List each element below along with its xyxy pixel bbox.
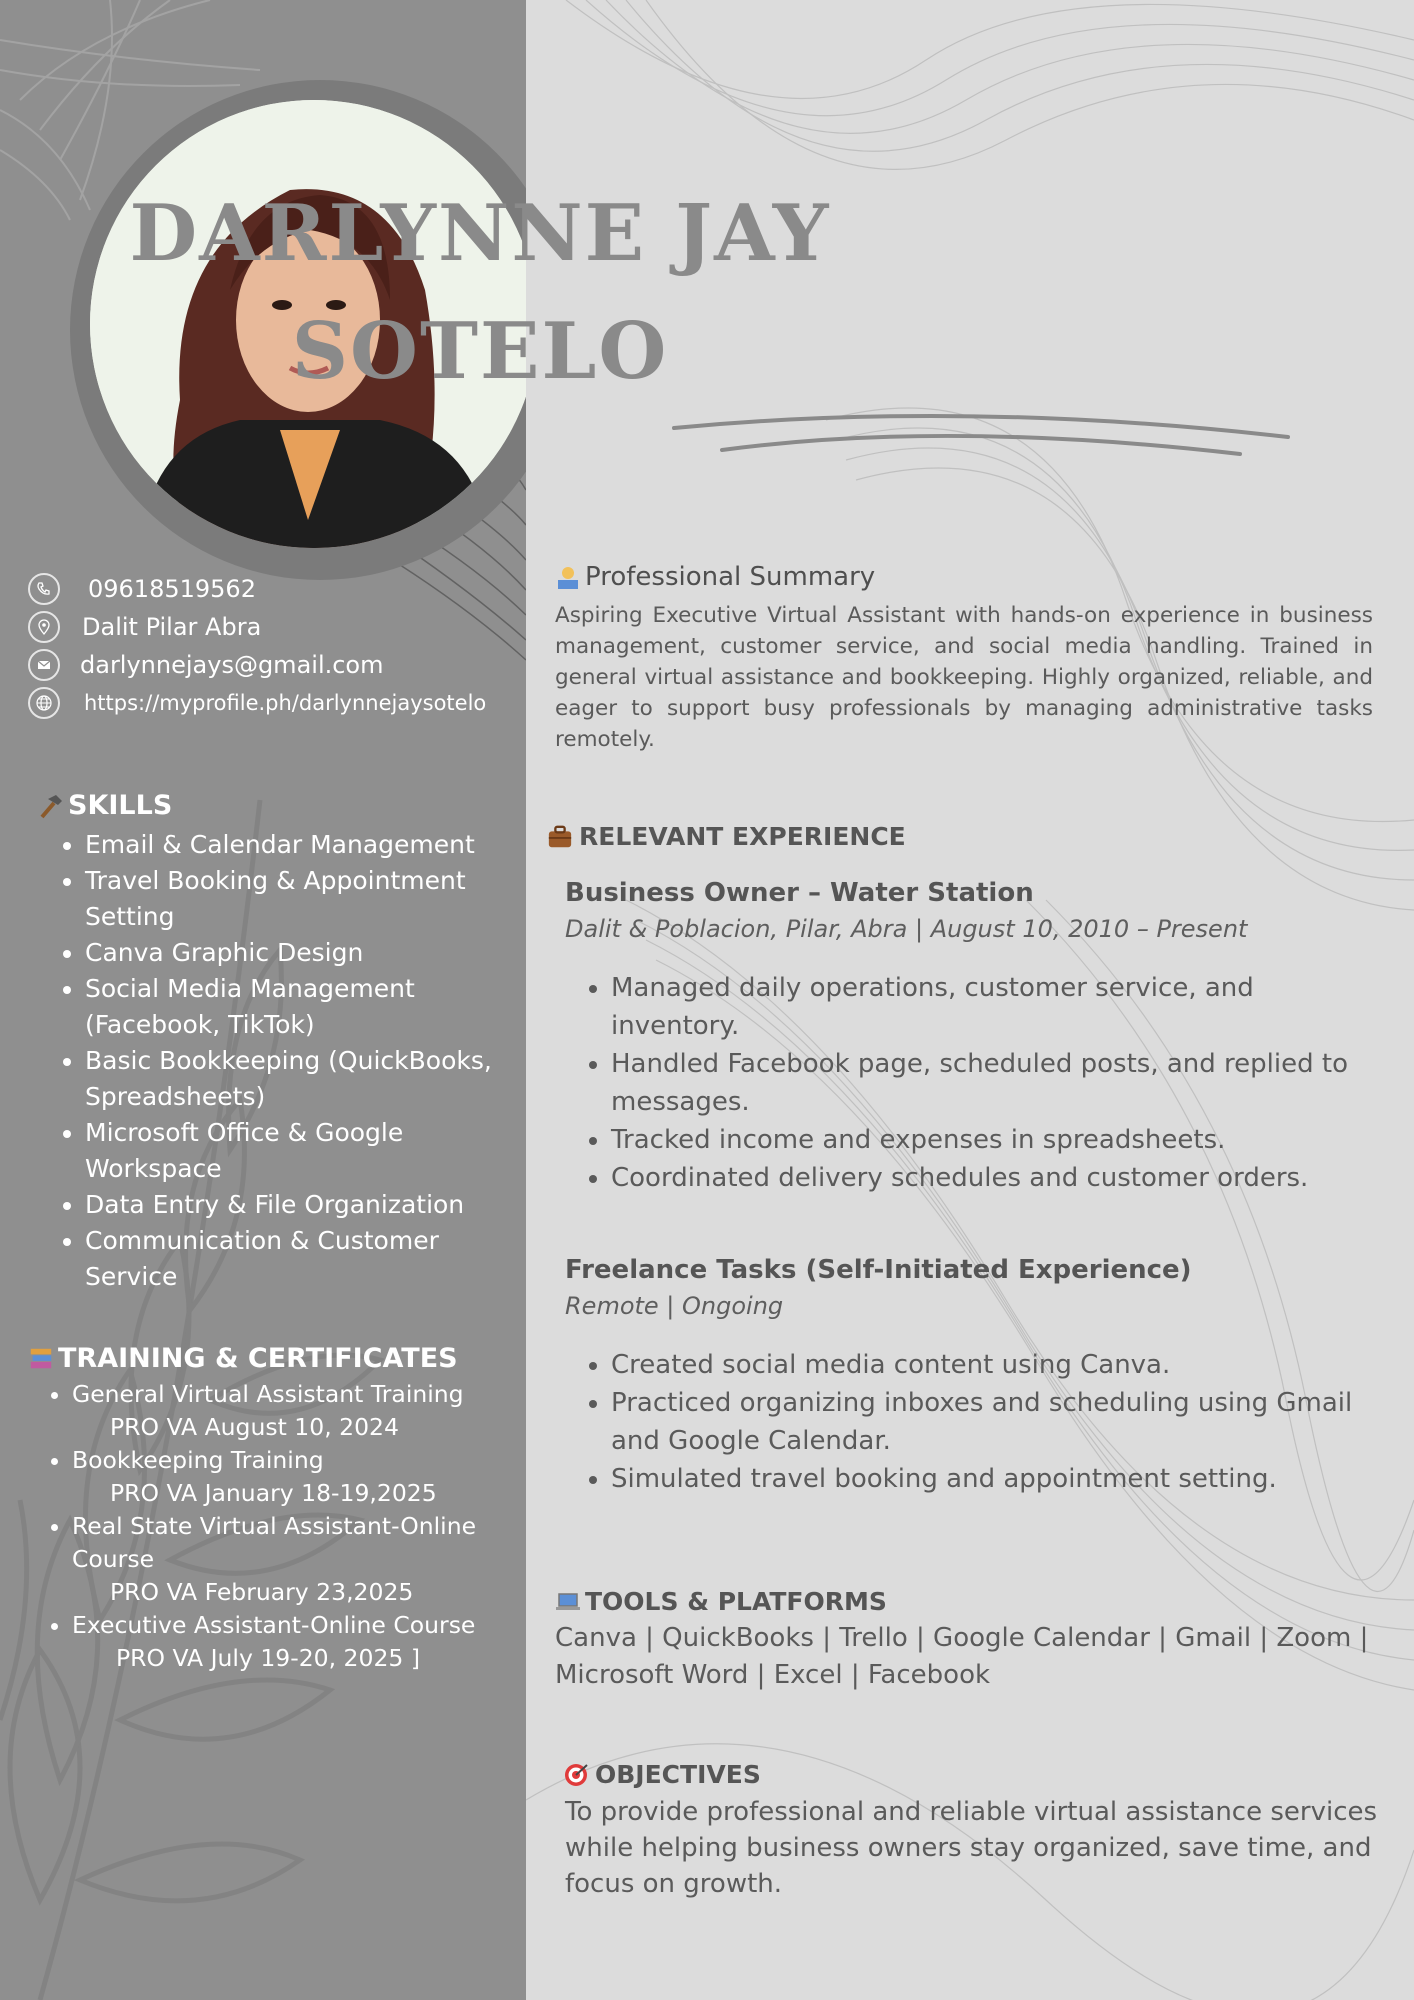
- contact-list: [28, 570, 518, 722]
- objectives-heading: [563, 1760, 761, 1789]
- skill-item: • Travel Booking & Appointment Setting: [85, 863, 508, 935]
- tools-title: TOOLS & PLATFORMS: [585, 1587, 887, 1616]
- summary-text: Aspiring Executive Virtual Assistant with hands-on experience in business management, customer service, and social media handling. Trained in general virtual assistance and bookkeeping. Highly organized, reliable, and eager to support busy professionals by managing administrative tasks remotely.: [555, 603, 1373, 752]
- envelope-icon: [28, 649, 60, 681]
- training-detail: PRO VA January 18-19,2025: [110, 1479, 437, 1507]
- training-section: [28, 1343, 518, 1675]
- job-bullet: • Handled Facebook page, scheduled posts, and replied to messages.: [611, 1045, 1375, 1121]
- training-title: TRAINING & CERTIFICATES: [58, 1343, 458, 1374]
- job-bullet: • Managed daily operations, customer service, and inventory.: [611, 969, 1375, 1045]
- contact-phone: [28, 570, 518, 608]
- training-item: [72, 1444, 518, 1510]
- skills-title: SKILLS: [68, 790, 173, 821]
- skill-item: • Basic Bookkeeping (QuickBooks, Spreadsheets): [85, 1043, 508, 1115]
- training-list: [28, 1378, 518, 1675]
- job-bullet: • Simulated travel booking and appointment setting.: [611, 1460, 1375, 1498]
- skills-list: [38, 827, 508, 1295]
- contact-email: [28, 646, 518, 684]
- training-name: Bookkeeping Training: [72, 1446, 324, 1474]
- job-title: Freelance Tasks (Self-Initiated Experience): [565, 1255, 1192, 1285]
- contact-address: [28, 608, 518, 646]
- tools-heading: [555, 1587, 887, 1616]
- name-line-2: SOTELO: [291, 306, 669, 397]
- job-bullets: [565, 1346, 1375, 1498]
- phone-number[interactable]: 09618519562: [88, 575, 256, 603]
- tools-list: Canva | QuickBooks | Trello | Google Calendar | Gmail | Zoom | Microsoft Word | Excel | Facebook: [555, 1623, 1369, 1690]
- summary-title: Professional Summary: [585, 562, 876, 592]
- training-item: [72, 1378, 518, 1444]
- skills-section: [38, 790, 508, 1295]
- address-text: Dalit Pilar Abra: [82, 613, 262, 641]
- skill-item: • Communication & Customer Service: [85, 1223, 508, 1295]
- job-title: Business Owner – Water Station: [565, 878, 1034, 908]
- name-line-1: DARLYNNE JAY: [129, 188, 831, 279]
- job-entry: [565, 875, 1375, 1197]
- skills-heading: [38, 790, 508, 821]
- job-meta: Dalit & Poblacion, Pilar, Abra | August 10, 2010 – Present: [565, 915, 1248, 943]
- hammer-icon: [38, 793, 64, 819]
- experience-title: RELEVANT EXPERIENCE: [579, 822, 906, 851]
- objectives-text: To provide professional and reliable virtual assistance services while helping business owners stay organized, save time, and focus on growth.: [565, 1797, 1378, 1899]
- location-pin-icon: [28, 611, 60, 643]
- job-bullet: • Coordinated delivery schedules and customer orders.: [611, 1159, 1375, 1197]
- training-item: [72, 1510, 518, 1609]
- candidate-name: [30, 175, 930, 411]
- contact-website: [28, 684, 518, 722]
- training-detail: PRO VA July 19-20, 2025 ]: [116, 1644, 420, 1672]
- skill-item: • Canva Graphic Design: [85, 935, 508, 971]
- training-name: Real State Virtual Assistant-Online Course: [72, 1512, 477, 1573]
- summary-heading: [555, 562, 875, 592]
- training-name: Executive Assistant-Online Course: [72, 1611, 476, 1639]
- training-detail: PRO VA February 23,2025: [110, 1578, 414, 1606]
- laptop-icon: [555, 1589, 581, 1615]
- skill-item: • Data Entry & File Organization: [85, 1187, 508, 1223]
- target-icon: [563, 1762, 589, 1788]
- job-bullet: • Created social media content using Canva.: [611, 1346, 1375, 1384]
- training-heading: [28, 1343, 518, 1374]
- skill-item: • Microsoft Office & Google Workspace: [85, 1115, 508, 1187]
- objectives-title: OBJECTIVES: [595, 1760, 761, 1789]
- skill-item: • Social Media Management (Facebook, TikTok): [85, 971, 508, 1043]
- job-meta: Remote | Ongoing: [565, 1292, 784, 1320]
- job-entry: [565, 1252, 1375, 1498]
- briefcase-icon: [547, 824, 573, 850]
- job-bullets: [565, 969, 1375, 1197]
- phone-icon: [28, 573, 60, 605]
- job-bullet: • Practiced organizing inboxes and scheduling using Gmail and Google Calendar.: [611, 1384, 1375, 1460]
- website-link[interactable]: https://myprofile.ph/darlynnejaysotelo: [84, 691, 487, 715]
- skill-item: • Email & Calendar Management: [85, 827, 508, 863]
- training-item: [72, 1609, 518, 1675]
- experience-heading: [547, 822, 906, 851]
- training-name: General Virtual Assistant Training: [72, 1380, 464, 1408]
- books-icon: [28, 1346, 54, 1372]
- job-bullet: • Tracked income and expenses in spreadsheets.: [611, 1121, 1375, 1159]
- email-link[interactable]: darlynnejays@gmail.com: [80, 651, 384, 679]
- globe-icon: [28, 687, 60, 719]
- person-at-computer-icon: [555, 564, 581, 590]
- training-detail: PRO VA August 10, 2024: [110, 1413, 399, 1441]
